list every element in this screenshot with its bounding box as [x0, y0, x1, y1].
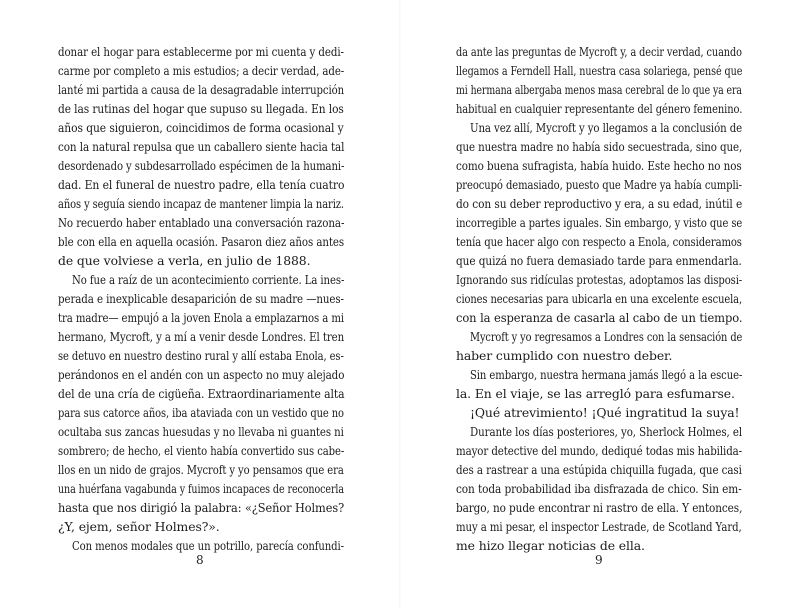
text-line: incorregible a partes iguales. Sin embargo, y visto que se	[456, 215, 743, 230]
text-line: ocultaba sus zancas huesudas y no llevaba ni guantes ni	[58, 424, 344, 439]
text-line: perándonos en el andén con un aspecto no muy alejado	[58, 367, 345, 382]
text-line: se detuvo en nuestro destino rural y allí estaba Enola, es-	[58, 348, 344, 363]
right-page	[400, 0, 800, 609]
text-line: mi hermana albergaba menos masa cerebral de lo que ya era	[456, 82, 742, 97]
text-line: sombrero; de hecho, el viento había convertido sus cabe-	[58, 443, 345, 458]
text-line: ciones necesarias para ubicarla en una excelente escuela,	[456, 291, 743, 306]
text-line: ¿Y, ejem, señor Holmes?».	[58, 519, 220, 534]
text-line: da ante las preguntas de Mycroft y, a decir verdad, cuando	[456, 44, 742, 59]
text-line: mayor detective del mundo, dediqué todas mis habilida-	[456, 443, 743, 458]
text-line: hasta que nos dirigió la palabra: «¿Señor Holmes?	[58, 500, 345, 515]
text-line: del de una cría de cigüeña. Extraordinariamente alta	[58, 386, 345, 401]
text-line: Mycroft y yo regresamos a Londres con la sensación de	[470, 329, 743, 344]
text-line: habitual en cualquier representante del género femenino.	[456, 101, 743, 116]
text-line: tenía que hacer algo con respecto a Enola, consideramos	[456, 234, 742, 249]
text-line: para sus catorce años, iba ataviada con un vestido que no	[58, 405, 344, 420]
text-line: hermano, Mycroft, y a mí a venir desde Londres. El tren	[58, 329, 345, 344]
text-line: de que volviese a verla, en julio de 1888.	[58, 253, 311, 268]
text-line: Sin embargo, nuestra hermana jamás llegó a la escue-	[470, 367, 743, 382]
left-page-number: 8	[196, 553, 204, 567]
text-line: una huérfana vagabunda y fuimos incapaces de reconocerla	[58, 481, 345, 496]
text-line: lanté mi partida a causa de la desagradable interrupción	[58, 82, 344, 97]
text-line: muy a mi pesar, el inspector Lestrade, de Scotland Yard,	[456, 519, 742, 534]
text-line: con la esperanza de casarla al cabo de un tiempo.	[456, 310, 743, 325]
text-line: que quizá no fuera demasiado tarde para enmendarla.	[456, 253, 742, 268]
text-line: haber cumplido con nuestro deber.	[456, 348, 673, 363]
text-line: ¡Qué atrevimiento! ¡Qué ingratitud la suya!	[470, 405, 740, 420]
text-line: dad. En el funeral de nuestro padre, ella tenía cuatro	[58, 177, 345, 192]
text-line: como buena sufragista, había huido. Este hecho no nos	[456, 158, 742, 173]
text-line: con la natural repulsa que un caballero siente hacia tal	[58, 139, 345, 154]
text-line: ble con ella en aquella ocasión. Pasaron diez años antes	[58, 234, 345, 249]
text-line: Con menos modales que un potrillo, parecía confundi-	[72, 538, 344, 553]
text-line: llegamos a Ferndell Hall, nuestra casa solariega, pensé que	[456, 63, 743, 78]
text-line: me hizo llegar noticias de ella.	[456, 538, 645, 553]
text-line: No recuerdo haber entablado una conversación razona-	[58, 215, 345, 230]
text-line: desordenado y subdesarrollado espécimen de la humani-	[58, 158, 345, 173]
text-line: des a rastrear a una estúpida chiquilla fugada, que casi	[456, 462, 742, 477]
text-line: años y seguía siendo incapaz de mantener limpia la nariz.	[58, 196, 345, 211]
text-line: de las rutinas del hogar que supuso su llegada. En los	[58, 101, 344, 116]
text-line: Ignorando sus ridículas protestas, adoptamos las disposi-	[456, 272, 743, 287]
text-line: do con su deber reproductivo y era, a su edad, inútil e	[456, 196, 743, 211]
text-line: bargo, no pude encontrar ni rastro de ella. Y entonces,	[456, 500, 743, 515]
text-line: preocupó demasiado, puesto que Madre ya había cumpli-	[456, 177, 742, 192]
text-line: que nuestra madre no había sido secuestrada, sino que,	[456, 139, 743, 154]
right-page-number: 9	[595, 553, 603, 567]
text-line: tra madre— empujó a la joven Enola a emplazarnos a mi	[58, 310, 345, 325]
text-line: carme por completo a mis estudios; a decir verdad, ade-	[58, 63, 345, 78]
text-line: con toda probabilidad iba disfrazada de chico. Sin em-	[456, 481, 742, 496]
text-line: años que siguieron, coincidimos de forma ocasional y	[58, 120, 344, 135]
text-line: donar el hogar para establecerme por mi cuenta y dedi-	[58, 44, 344, 59]
text-line: Durante los días posteriores, yo, Sherlock Holmes, el	[470, 424, 743, 439]
text-line: No fue a raíz de un acontecimiento corriente. La ines-	[72, 272, 345, 287]
text-line: Una vez allí, Mycroft y yo llegamos a la conclusión de	[470, 120, 743, 135]
text-line: perada e inexplicable desaparición de su madre —nues-	[58, 291, 344, 306]
text-line: llos en un nido de grajos. Mycroft y yo pensamos que era	[58, 462, 344, 477]
text-line: la. En el viaje, se las arregló para esfumarse.	[456, 386, 735, 401]
